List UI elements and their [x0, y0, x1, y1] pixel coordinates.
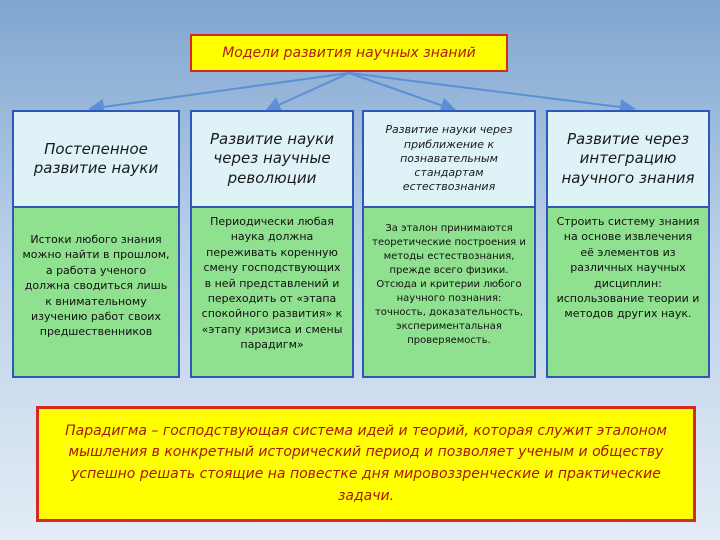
col1-text-content: Истоки любого знания можно найти в прошлом, а работа ученого должна сводиться лишь к внимательному изучению работ своих предшественников — [22, 233, 170, 339]
paradigm-definition: Парадигма – господствующая система идей и теорий, которая служит эталоном мышления в конкретный исторический период и позволяет ученым и обществу успешно решать стоящие на повестке дня мировоззренческие и практические задачи. — [36, 406, 696, 522]
col1-text — [12, 208, 180, 378]
col3-heading: Развитие науки через приближение к познавательным стандартам естествознания — [362, 110, 536, 208]
col1-heading: Постепенное развитие науки — [12, 110, 180, 208]
col2-text — [190, 208, 354, 378]
col3-text — [362, 208, 536, 378]
col4-text-content: Строить систему знания на основе извлечения её элементов из различных научных дисциплин: использование теории и методов других наук. — [556, 215, 700, 321]
col4-heading: Развитие через интеграцию научного знания — [546, 110, 710, 208]
col2-text-content: Периодически любая наука должна переживать коренную смену господствующих в ней представлений и переходить от «этапа спокойного развития» к «этапу кризиса и смены парадигм» — [201, 215, 343, 352]
arrow-to-col3 — [349, 73, 449, 108]
col4-text — [546, 208, 710, 378]
arrow-to-col4 — [349, 73, 628, 108]
col2-heading: Развитие науки через научные революции — [190, 110, 354, 208]
col3-text-content: За эталон принимаются теоретические построения и методы естествознания, прежде всего физики. Отсюда и критерии любого научного познания: точность, доказательность, экспериментальная проверяемость. — [372, 223, 526, 346]
diagram-title: Модели развития научных знаний — [190, 34, 508, 72]
